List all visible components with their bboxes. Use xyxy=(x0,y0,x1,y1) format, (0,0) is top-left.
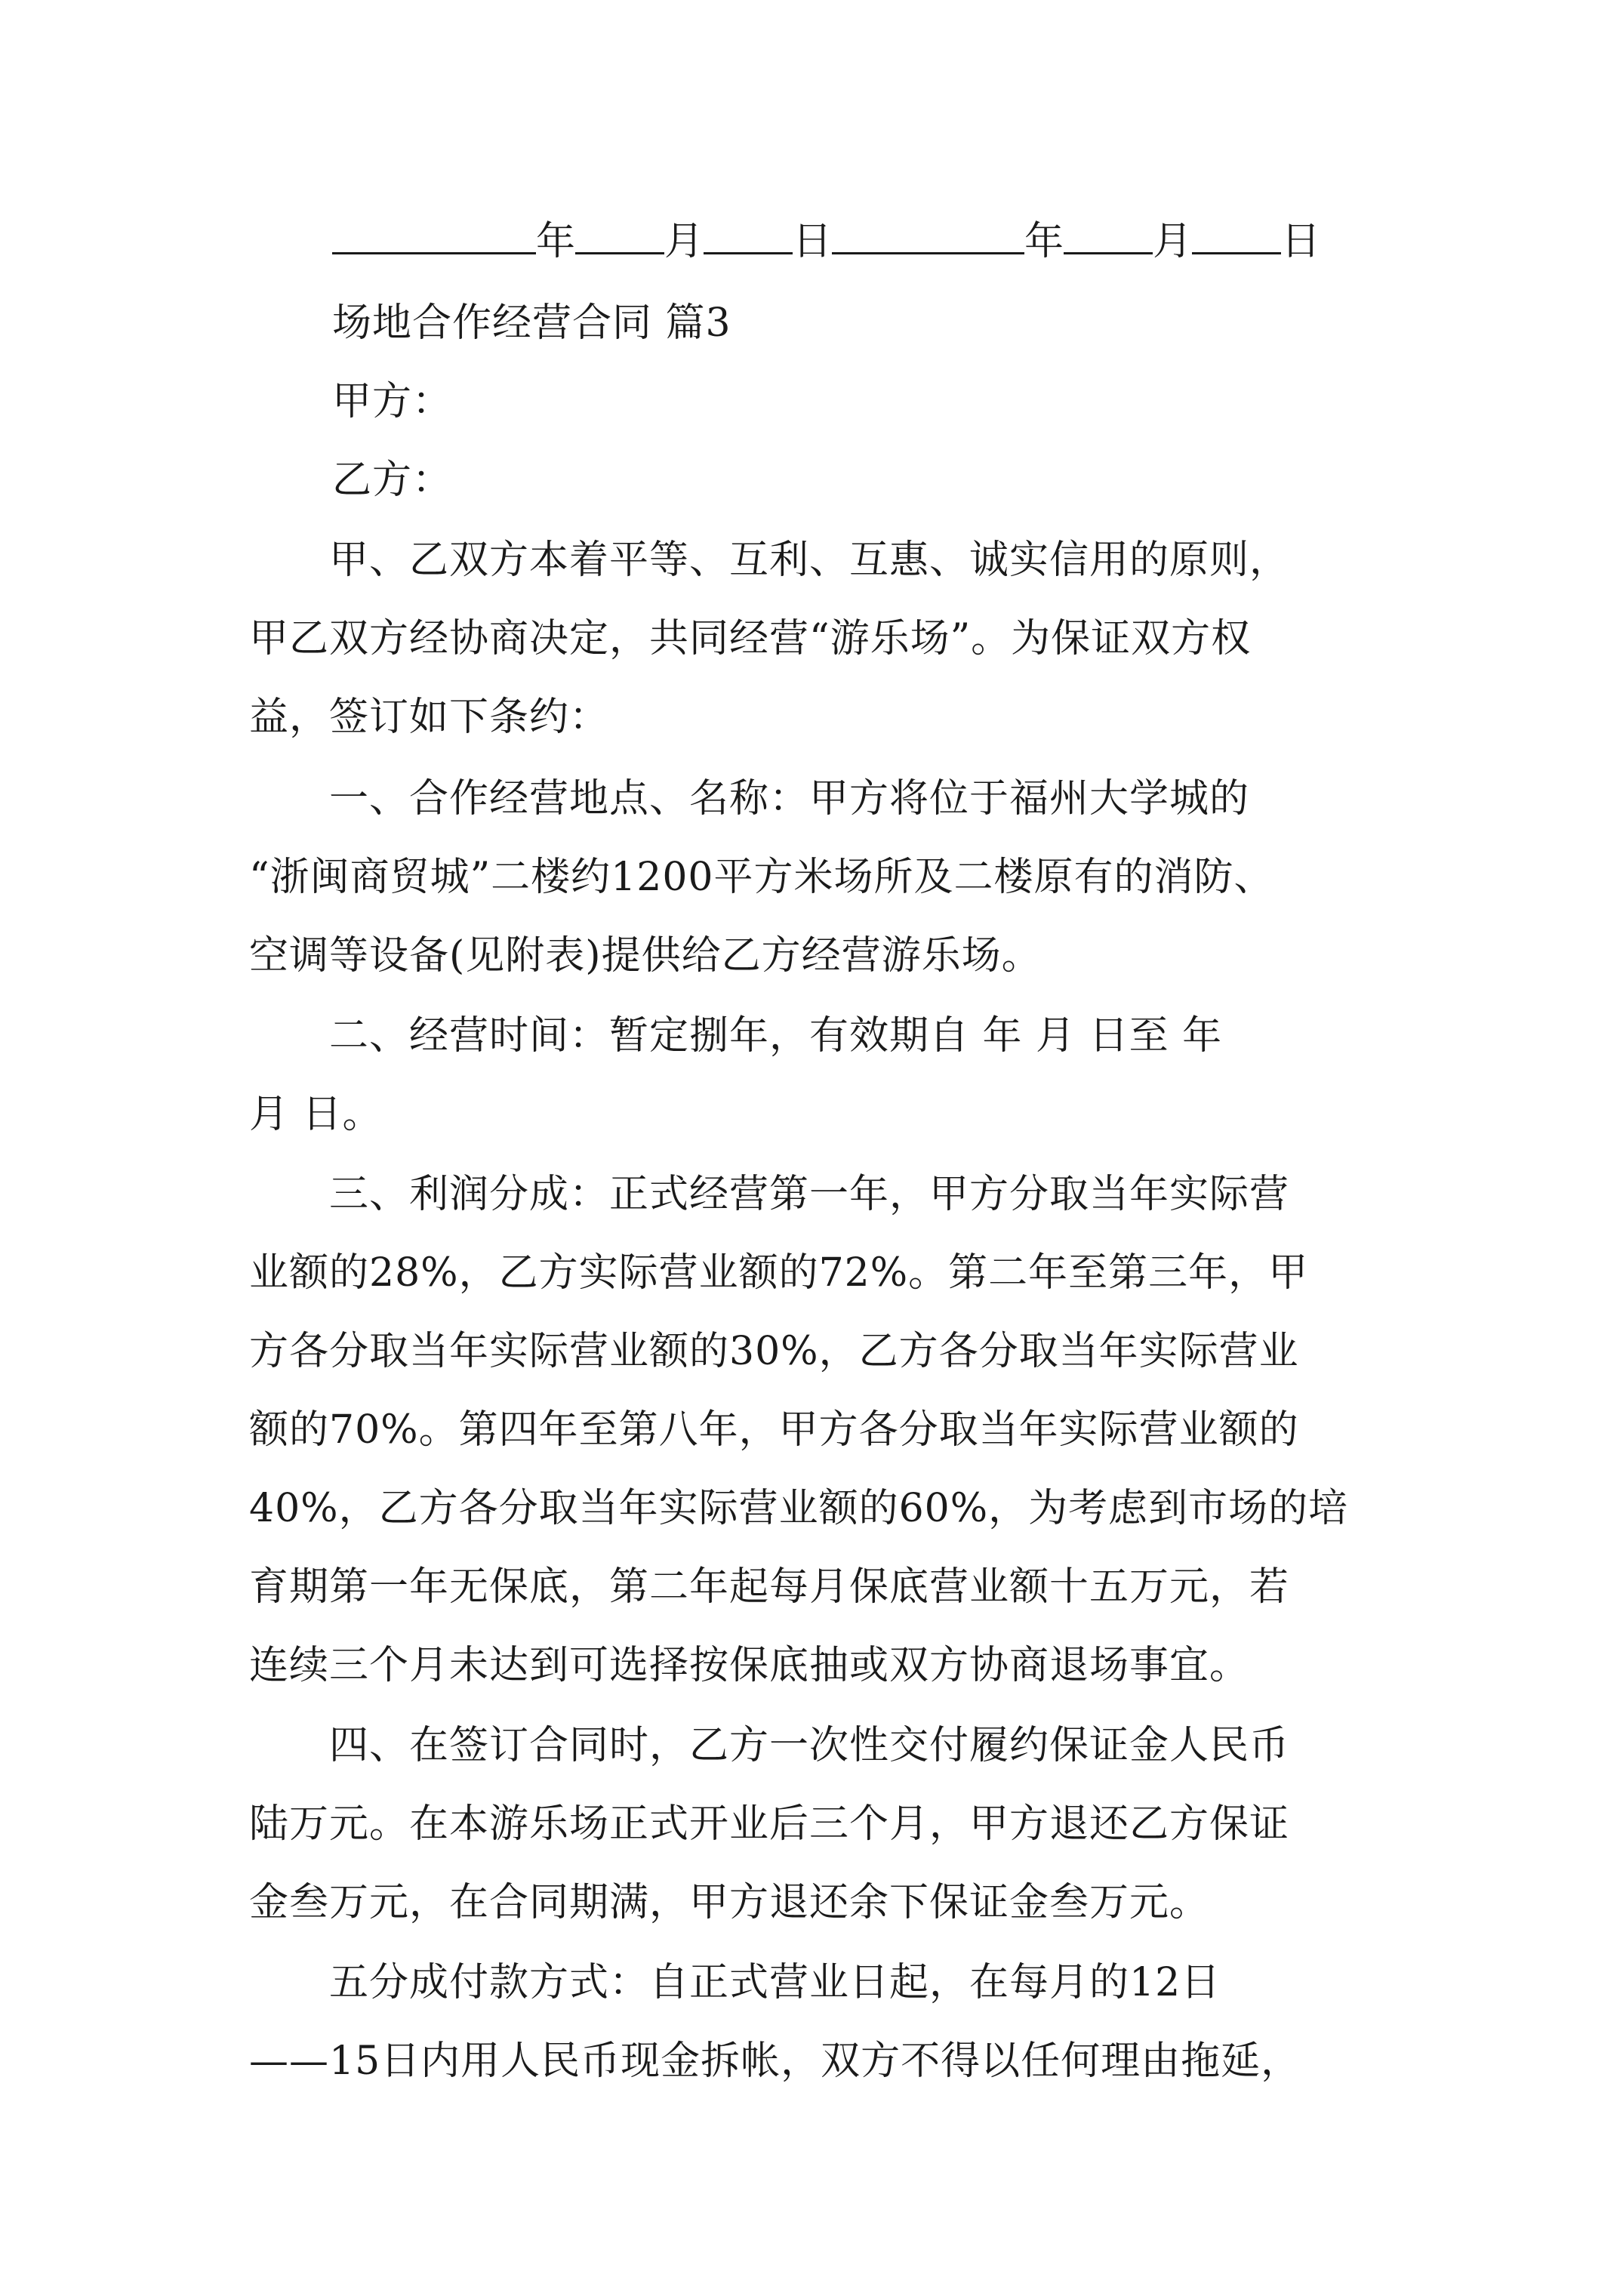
body-line: 育期第一年无保底，第二年起每月保底营业额十五万元，若 xyxy=(249,1564,1290,1610)
body-line: 五分成付款方式：自正式营业日起，在每月的12日 xyxy=(249,1960,1221,2005)
signature-date-line xyxy=(332,216,1320,264)
body-line: 甲乙双方经协商决定，共同经营“游乐场”。为保证双方权 xyxy=(249,616,1252,661)
body-line: 空调等设备(见附表)提供给乙方经营游乐场。 xyxy=(249,933,1042,978)
month-label-2: 月 xyxy=(1153,219,1193,264)
body-line: 40%，乙方各分取当年实际营业额的60%，为考虑到市场的培 xyxy=(249,1486,1349,1531)
body-line: 甲、乙双方本着平等、互利、互惠、诚实信用的原则， xyxy=(249,538,1290,583)
year-label-1: 年 xyxy=(536,219,576,264)
body-line: 三、利润分成：正式经营第一年，甲方分取当年实际营 xyxy=(249,1172,1290,1217)
body-line: 益，签订如下条约： xyxy=(249,695,610,740)
month-label-1: 月 xyxy=(664,219,704,264)
party-b-label: 乙方： xyxy=(332,458,453,503)
day-label-2: 日 xyxy=(1281,219,1321,264)
year-blank-1 xyxy=(332,216,536,254)
day-blank-1 xyxy=(704,216,793,254)
body-line: 二、经营时间：暂定捌年，有效期自 年 月 日至 年 xyxy=(249,1013,1223,1059)
body-line: 业额的28%，乙方实际营业额的72%。第二年至第三年，甲 xyxy=(249,1250,1309,1296)
body-line: 四、在签订合同时，乙方一次性交付履约保证金人民币 xyxy=(249,1723,1290,1768)
body-line: “浙闽商贸城”二楼约1200平方米场所及二楼原有的消防、 xyxy=(249,855,1274,900)
body-line: 月 日。 xyxy=(249,1092,383,1137)
month-blank-2 xyxy=(1064,216,1153,254)
contract-heading: 场地合作经营合同 篇3 xyxy=(332,300,731,346)
day-label-1: 日 xyxy=(793,219,833,264)
party-a-label: 甲方： xyxy=(332,379,453,424)
body-line: 方各分取当年实际营业额的30%，乙方各分取当年实际营业 xyxy=(249,1329,1299,1374)
year-blank-2 xyxy=(832,216,1024,254)
body-line: ——15日内用人民币现金拆帐，双方不得以任何理由拖延， xyxy=(249,2039,1301,2084)
body-line: 陆万元。在本游乐场正式开业后三个月，甲方退还乙方保证 xyxy=(249,1801,1290,1847)
month-blank-1 xyxy=(575,216,664,254)
body-line: 一、合作经营地点、名称：甲方将位于福州大学城的 xyxy=(249,776,1250,821)
year-label-2: 年 xyxy=(1024,219,1064,264)
body-line: 金叁万元，在合同期满，甲方退还余下保证金叁万元。 xyxy=(249,1880,1210,1925)
body-line: 额的70%。第四年至第八年，甲方各分取当年实际营业额的 xyxy=(249,1407,1299,1453)
body-line: 连续三个月未达到可选择按保底抽或双方协商退场事宜。 xyxy=(249,1643,1250,1688)
day-blank-2 xyxy=(1192,216,1281,254)
